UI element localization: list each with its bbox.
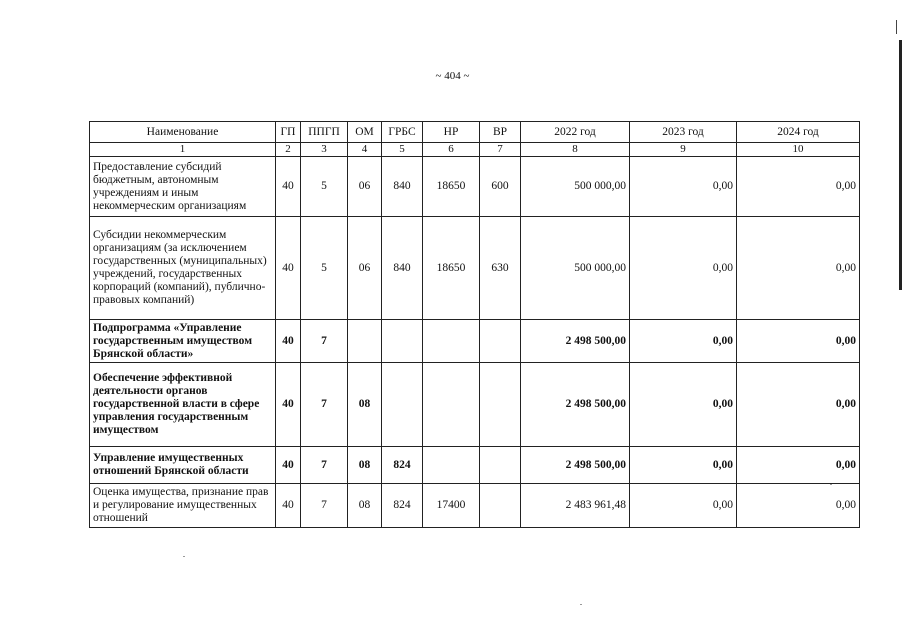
- row-value-cell-y2022: 2 498 500,00: [521, 447, 630, 484]
- row-value-cell-y2022: 2 483 961,48: [521, 484, 630, 528]
- row-value-cell-nr: 17400: [423, 484, 480, 528]
- row-value-cell-y2022: 2 498 500,00: [521, 320, 630, 363]
- column-number-cell: 7: [480, 143, 521, 157]
- row-value-cell-gp: 40: [276, 320, 301, 363]
- row-value-cell-grbs: 824: [382, 447, 423, 484]
- row-value-cell-y2024: 0,00: [737, 447, 860, 484]
- header-cell: ВР: [480, 122, 521, 143]
- table-row: [90, 157, 860, 217]
- row-value-cell-y2023: 0,00: [630, 363, 737, 447]
- row-value-cell-vr: [480, 484, 521, 528]
- row-value-cell-gp: 40: [276, 484, 301, 528]
- row-value-cell-ppgp: 5: [301, 217, 348, 320]
- column-number-cell: 2: [276, 143, 301, 157]
- row-value-cell-nr: [423, 320, 480, 363]
- scan-edge-mark-small: [896, 20, 897, 34]
- row-value-cell-y2023: 0,00: [630, 484, 737, 528]
- row-value-cell-grbs: [382, 320, 423, 363]
- row-value-cell-grbs: 824: [382, 484, 423, 528]
- row-value-cell-om: 08: [348, 447, 382, 484]
- row-name-cell: Обеспечение эффективной деятельности органов государственной власти в сфере управления государственным имуществом: [90, 363, 276, 447]
- column-number-cell: 6: [423, 143, 480, 157]
- row-value-cell-gp: 40: [276, 217, 301, 320]
- column-number-cell: 5: [382, 143, 423, 157]
- row-value-cell-vr: [480, 363, 521, 447]
- scan-speck: [183, 556, 185, 557]
- row-value-cell-om: 08: [348, 363, 382, 447]
- column-number-cell: 1: [90, 143, 276, 157]
- table-row: [90, 363, 860, 447]
- header-cell: 2024 год: [737, 122, 860, 143]
- row-value-cell-y2022: 500 000,00: [521, 157, 630, 217]
- row-value-cell-gp: 40: [276, 447, 301, 484]
- row-value-cell-om: [348, 320, 382, 363]
- header-cell: ППГП: [301, 122, 348, 143]
- row-value-cell-grbs: 840: [382, 217, 423, 320]
- row-value-cell-y2024: 0,00: [737, 217, 860, 320]
- row-value-cell-nr: 18650: [423, 217, 480, 320]
- row-value-cell-vr: [480, 320, 521, 363]
- row-name-cell: Предоставление субсидий бюджетным, автономным учреждениям и иным некоммерческим организациям: [90, 157, 276, 217]
- row-value-cell-y2022: 500 000,00: [521, 217, 630, 320]
- column-number-cell: 3: [301, 143, 348, 157]
- row-value-cell-nr: [423, 447, 480, 484]
- column-number-cell: 9: [630, 143, 737, 157]
- column-number-row: [90, 143, 860, 157]
- row-value-cell-grbs: [382, 363, 423, 447]
- row-value-cell-gp: 40: [276, 157, 301, 217]
- header-cell: ГРБС: [382, 122, 423, 143]
- row-value-cell-vr: [480, 447, 521, 484]
- table-row: [90, 217, 860, 320]
- row-value-cell-y2023: 0,00: [630, 157, 737, 217]
- row-value-cell-ppgp: 7: [301, 363, 348, 447]
- row-value-cell-vr: 630: [480, 217, 521, 320]
- row-value-cell-y2024: 0,00: [737, 363, 860, 447]
- table-row: [90, 320, 860, 363]
- row-name-cell: Управление имущественных отношений Брянской области: [90, 447, 276, 484]
- row-value-cell-om: 08: [348, 484, 382, 528]
- table-row: [90, 484, 860, 528]
- row-value-cell-ppgp: 7: [301, 320, 348, 363]
- row-value-cell-y2023: 0,00: [630, 320, 737, 363]
- row-value-cell-om: 06: [348, 157, 382, 217]
- row-value-cell-gp: 40: [276, 363, 301, 447]
- scan-speck: [580, 604, 582, 605]
- column-number-cell: 10: [737, 143, 860, 157]
- header-cell: 2023 год: [630, 122, 737, 143]
- header-cell: ОМ: [348, 122, 382, 143]
- table-row: [90, 447, 860, 484]
- row-value-cell-y2024: 0,00: [737, 484, 860, 528]
- row-name-cell: Субсидии некоммерческим организациям (за исключением государственных (муниципальных) учреждений, государственных корпораций (компаний), публично-правовых компаний): [90, 217, 276, 320]
- row-value-cell-y2024: 0,00: [737, 157, 860, 217]
- row-name-cell: Подпрограмма «Управление государственным имуществом Брянской области»: [90, 320, 276, 363]
- row-value-cell-grbs: 840: [382, 157, 423, 217]
- row-value-cell-y2022: 2 498 500,00: [521, 363, 630, 447]
- row-value-cell-vr: 600: [480, 157, 521, 217]
- row-value-cell-ppgp: 7: [301, 447, 348, 484]
- row-value-cell-y2023: 0,00: [630, 217, 737, 320]
- row-value-cell-om: 06: [348, 217, 382, 320]
- row-value-cell-ppgp: 5: [301, 157, 348, 217]
- page-number: ~ 404 ~: [435, 70, 470, 82]
- header-cell: НР: [423, 122, 480, 143]
- header-cell: 2022 год: [521, 122, 630, 143]
- header-cell: Наименование: [90, 122, 276, 143]
- row-value-cell-nr: 18650: [423, 157, 480, 217]
- column-number-cell: 8: [521, 143, 630, 157]
- row-value-cell-ppgp: 7: [301, 484, 348, 528]
- row-name-cell: Оценка имущества, признание прав и регулирование имущественных отношений: [90, 484, 276, 528]
- header-cell: ГП: [276, 122, 301, 143]
- row-value-cell-nr: [423, 363, 480, 447]
- column-number-cell: 4: [348, 143, 382, 157]
- budget-table: [89, 121, 860, 528]
- row-value-cell-y2023: 0,00: [630, 447, 737, 484]
- header-row: [90, 122, 860, 143]
- row-value-cell-y2024: 0,00: [737, 320, 860, 363]
